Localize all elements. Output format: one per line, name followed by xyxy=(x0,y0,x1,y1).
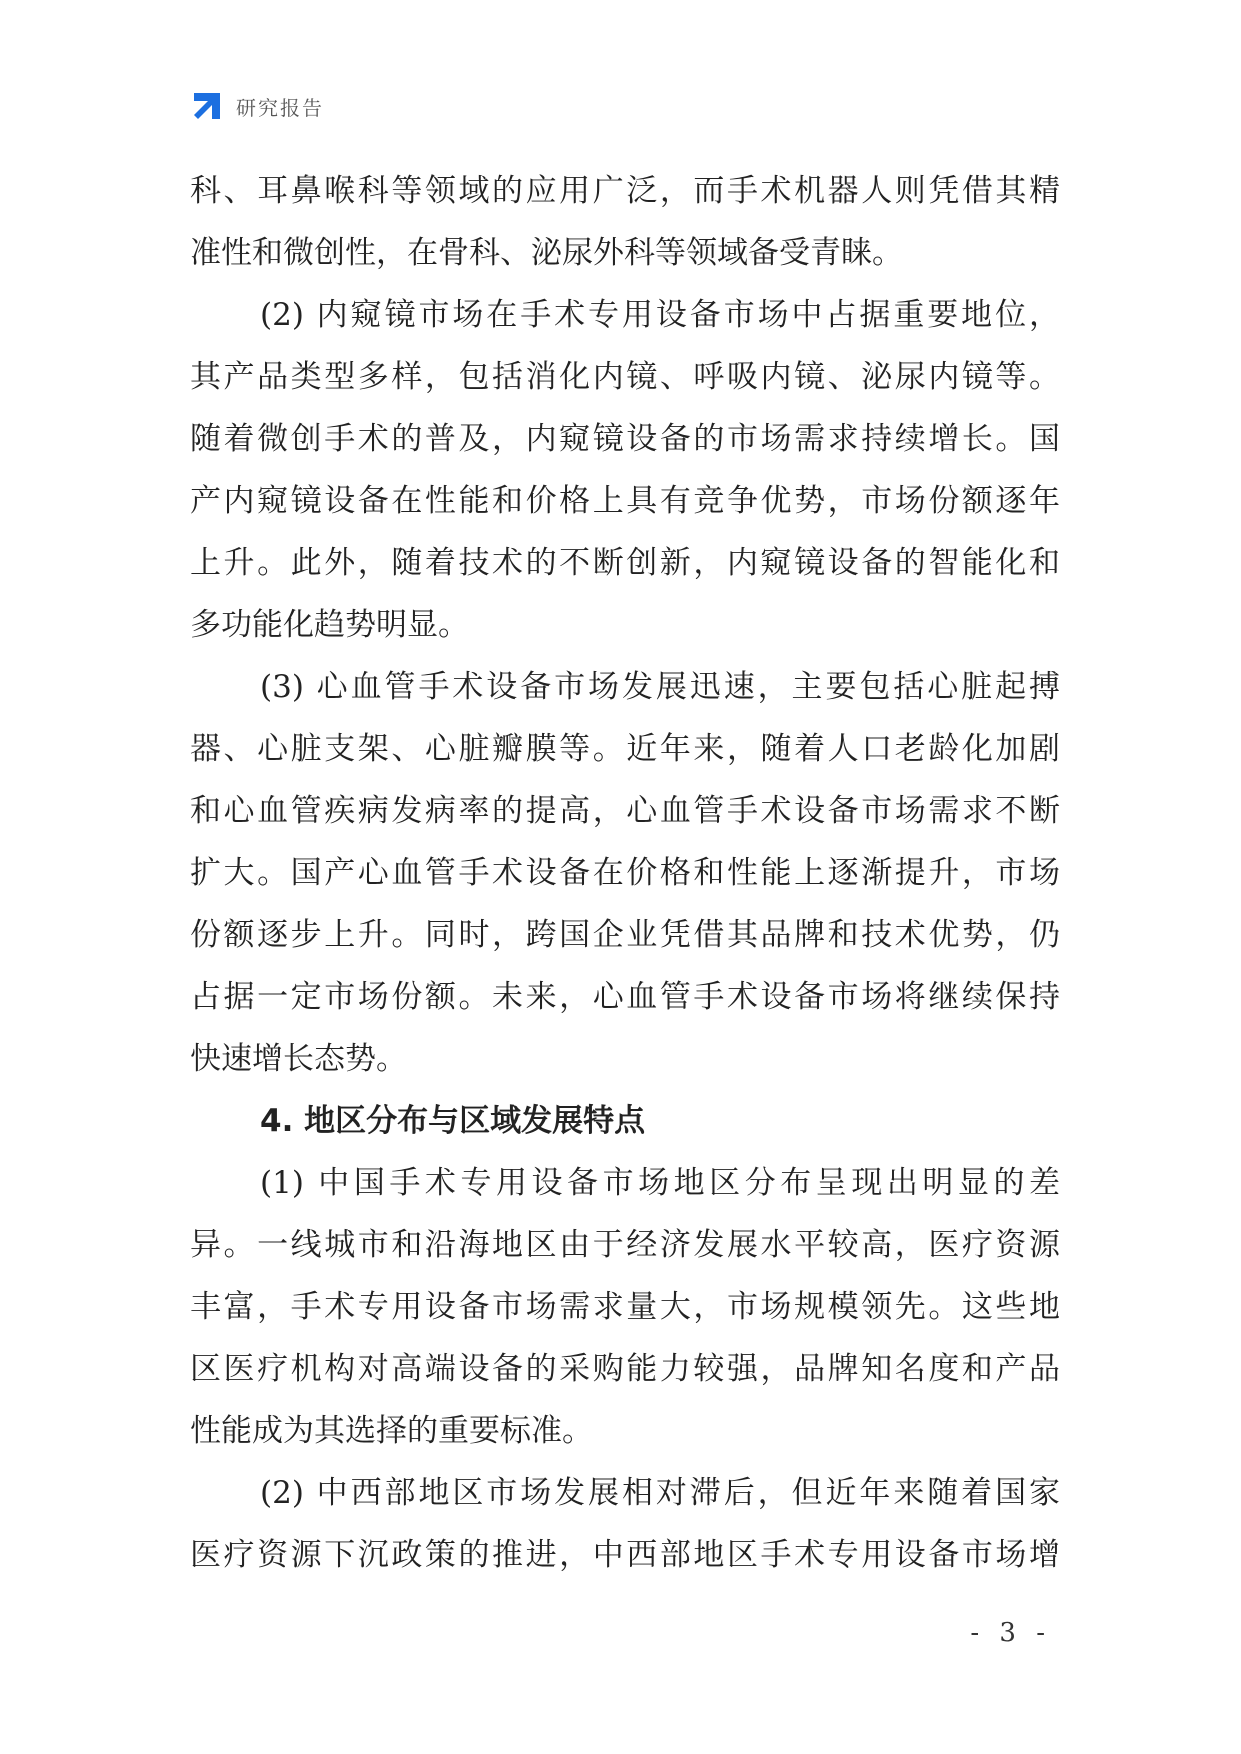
text-line: (1) 中国手术专用设备市场地区分布呈现出明显的差 xyxy=(260,1165,1060,1201)
text-line: 准性和微创性，在骨科、泌尿外科等领域备受青睐。 xyxy=(190,235,903,271)
text-line: 随着微创手术的普及，内窥镜设备的市场需求持续增长。国 xyxy=(190,421,1060,457)
text-line: 器、心脏支架、心脏瓣膜等。近年来，随着人口老龄化加剧 xyxy=(190,731,1060,767)
text-line: 快速增长态势。 xyxy=(190,1041,407,1077)
text-line: 占据一定市场份额。未来，心血管手术设备市场将继续保持 xyxy=(190,979,1060,1015)
text-line: (2) 中西部地区市场发展相对滞后，但近年来随着国家 xyxy=(260,1475,1060,1511)
text-line: 医疗资源下沉政策的推进，中西部地区手术专用设备市场增 xyxy=(190,1537,1060,1573)
text-line: 产内窥镜设备在性能和价格上具有竞争优势，市场份额逐年 xyxy=(190,483,1060,519)
page-header xyxy=(190,88,324,124)
text-line: 份额逐步上升。同时，跨国企业凭借其品牌和技术优势，仍 xyxy=(190,917,1060,953)
text-line: 多功能化趋势明显。 xyxy=(190,607,469,643)
text-line: 其产品类型多样，包括消化内镜、呼吸内镜、泌尿内镜等。 xyxy=(190,359,1060,395)
document-body xyxy=(190,160,1060,1586)
text-line: 区医疗机构对高端设备的采购能力较强，品牌知名度和产品 xyxy=(190,1351,1060,1387)
text-line: 和心血管疾病发病率的提高，心血管手术设备市场需求不断 xyxy=(190,793,1060,829)
text-line: 性能成为其选择的重要标准。 xyxy=(190,1413,593,1449)
text-line: 科、耳鼻喉科等领域的应用广泛，而手术机器人则凭借其精 xyxy=(190,173,1060,209)
text-line: 上升。此外，随着技术的不断创新，内窥镜设备的智能化和 xyxy=(190,545,1060,581)
header-title: 研究报告 xyxy=(236,95,324,120)
arrow-logo-icon xyxy=(190,89,224,123)
section-heading: 4. 地区分布与区域发展特点 xyxy=(260,1103,646,1139)
page-number: - 3 - xyxy=(970,1618,1051,1648)
text-line: (3) 心血管手术设备市场发展迅速，主要包括心脏起搏 xyxy=(260,669,1060,705)
text-line: 扩大。国产心血管手术设备在价格和性能上逐渐提升，市场 xyxy=(190,855,1060,891)
text-line: 丰富，手术专用设备市场需求量大，市场规模领先。这些地 xyxy=(190,1289,1060,1325)
text-line: 异。一线城市和沿海地区由于经济发展水平较高，医疗资源 xyxy=(190,1227,1060,1263)
text-line: (2) 内窥镜市场在手术专用设备市场中占据重要地位， xyxy=(260,297,1060,333)
